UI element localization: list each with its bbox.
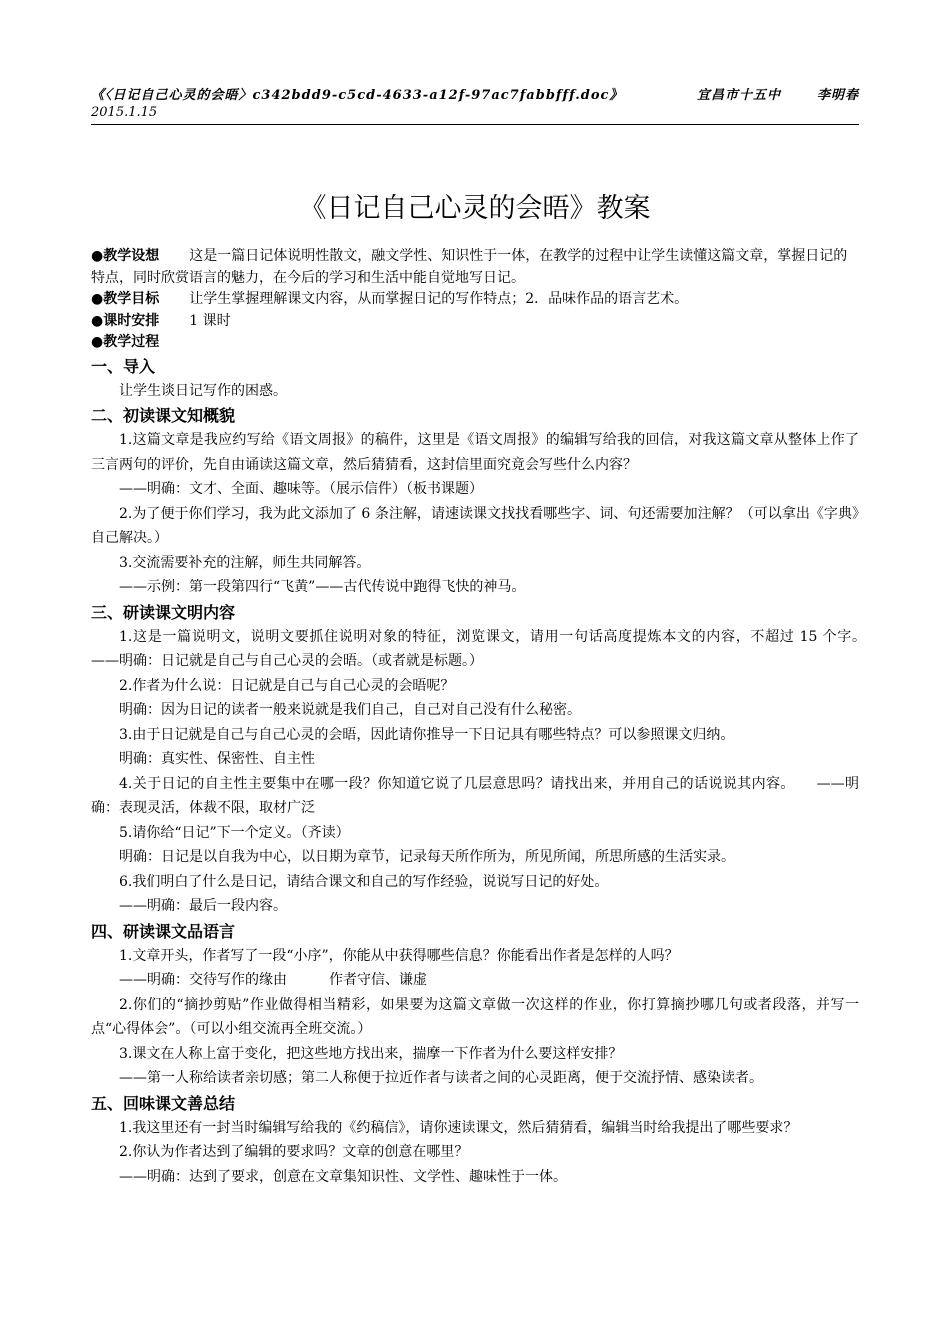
section-paragraph: 2.你认为作者达到了编辑的要求吗？文章的创意在哪里？ xyxy=(119,1144,469,1160)
section-paragraph: ——明确：最后一段内容。 xyxy=(119,898,287,914)
teaching-process-label: ●教学过程 xyxy=(91,334,160,350)
section-paragraph: 3.由于日记就是自己与自己心灵的会晤，因此请你推导一下日记具有哪些特点？可以参照课文归纳。 xyxy=(119,726,735,743)
header-author: 李明春 xyxy=(816,88,859,103)
section-paragraph: ——明确：交待写作的缘由 作者守信、谦虚 xyxy=(119,972,427,988)
section-heading: 四、研读课文品语言 xyxy=(91,921,236,941)
lesson-sections xyxy=(91,354,887,1190)
class-hours xyxy=(91,311,859,333)
section-paragraph: 2.你们的“摘抄剪贴”作业做得相当精彩，如果要为这篇文章做一次这样的作业，你打算摘抄哪几句或者段落，并写一点“心得体会”。（可以小组交流再全班交流。） xyxy=(91,996,859,1037)
section-paragraph: 5.请你给“日记”下一个定义。（齐读） xyxy=(119,824,350,841)
header-school: 宜昌市十五中 xyxy=(696,88,781,103)
section-heading: 一、导入 xyxy=(91,356,156,376)
teaching-design xyxy=(91,246,859,289)
header-file-title: 《〈日记自己心灵的会晤〉c342bdd9-c5cd-4633-a12f-97ac7fabbfff.doc》 xyxy=(91,88,624,103)
section-paragraph: 3.课文在人称上富于变化，把这些地方找出来，揣摩一下作者为什么要这样安排？ xyxy=(119,1045,623,1062)
section-paragraph: 3.交流需要补充的注解，师生共同解答。 xyxy=(119,554,371,571)
section-heading: 三、研读课文明内容 xyxy=(91,602,236,622)
page-header xyxy=(91,84,859,120)
teaching-design-label: ●教学设想 xyxy=(91,248,160,264)
section-paragraph: 1.我这里还有一封当时编辑写给我的《约稿信》，请你速读课文，然后猜猜看，编辑当时给我提出了哪些要求？ xyxy=(119,1119,798,1136)
section-paragraph: 2.为了便于你们学习，我为此文添加了 6 条注解，请速读课文找找看哪些字、词、句还需要加注解？（可以拿出《字典》自己解决。） xyxy=(91,505,859,546)
section-paragraph: 明确：日记是以自我为中心，以日期为章节，记录每天所作所为，所见所闻，所思所感的生活实录。 xyxy=(119,849,735,865)
section-paragraph: ——明确：文才、全面、趣味等。（展示信件）（板书课题） xyxy=(119,481,483,497)
section-paragraph: 明确：真实性、保密性、自主性 xyxy=(119,751,315,767)
section-paragraph: ——示例：第一段第四行“飞黄”——古代传说中跑得飞快的神马。 xyxy=(119,579,526,595)
section-paragraph: 1.这篇文章是我应约写给《语文周报》的稿件，这里是《语文周报》的编辑写给我的回信，对我这篇文章从整体上作了三言两句的评价，先自由诵读这篇文章，然后猜猜看，这封信里面究竟会写些什么内容？ xyxy=(91,432,859,473)
header-divider xyxy=(91,124,859,125)
lesson-content xyxy=(91,246,887,1189)
header-date: 2015.1.15 xyxy=(91,105,158,120)
teaching-design-text: 这是一篇日记体说明性散文，融文学性、知识性于一体，在教学的过程中让学生读懂这篇文章，掌握日记的特点，同时欣赏语言的魅力，在今后的学习和生活中能自觉地写日记。 xyxy=(91,248,848,286)
section-paragraph: ——第一人称给读者亲切感；第二人称便于拉近作者与读者之间的心灵距离，便于交流抒情、感染读者。 xyxy=(119,1070,763,1086)
section-paragraph: 1.这是一篇说明文，说明文要抓住说明对象的特征，浏览课文，请用一句话高度提炼本文的内容，不超过 15 个字。 ——明确：日记就是自己与自己心灵的会晤。（或者就是标题。） xyxy=(91,628,887,669)
section-heading: 五、回味课文善总结 xyxy=(91,1093,236,1113)
teaching-goal-label: ●教学目标 xyxy=(91,291,160,307)
section-paragraph: 4.关于日记的自主性主要集中在哪一段？你知道它说了几层意思吗？请找出来，并用自己的话说说其内容。 ——明确：表现灵活，体裁不限，取材广泛 xyxy=(91,775,859,816)
section-heading: 二、初读课文知概貌 xyxy=(91,406,236,425)
section-paragraph: 明确：因为日记的读者一般来说就是我们自己，自己对自己没有什么秘密。 xyxy=(119,702,581,718)
teaching-goal-text: 让学生掌握理解课文内容，从而掌握日记的写作特点；2．品味作品的语言艺术。 xyxy=(189,291,689,307)
section-paragraph: ——明确：达到了要求，创意在文章集知识性、文学性、趣味性于一体。 xyxy=(119,1168,567,1185)
teaching-process xyxy=(91,332,859,354)
section-paragraph: 让学生谈日记写作的困惑。 xyxy=(119,382,287,399)
section-paragraph: 2.作者为什么说：日记就是自己与自己心灵的会晤呢？ xyxy=(119,677,455,694)
class-hours-label: ●课时安排 xyxy=(91,312,160,329)
page-title: 《日记自己心灵的会晤》教案 xyxy=(299,193,651,224)
class-hours-text: 1 课时 xyxy=(189,312,231,329)
section-paragraph: 1.文章开头，作者写了一段“小序”，你能从中获得哪些信息？你能看出作者是怎样的人吗？ xyxy=(119,947,679,964)
section-paragraph: 6.我们明白了什么是日记，请结合课文和自己的写作经验，说说写日记的好处。 xyxy=(119,873,609,890)
teaching-goal xyxy=(91,289,859,311)
